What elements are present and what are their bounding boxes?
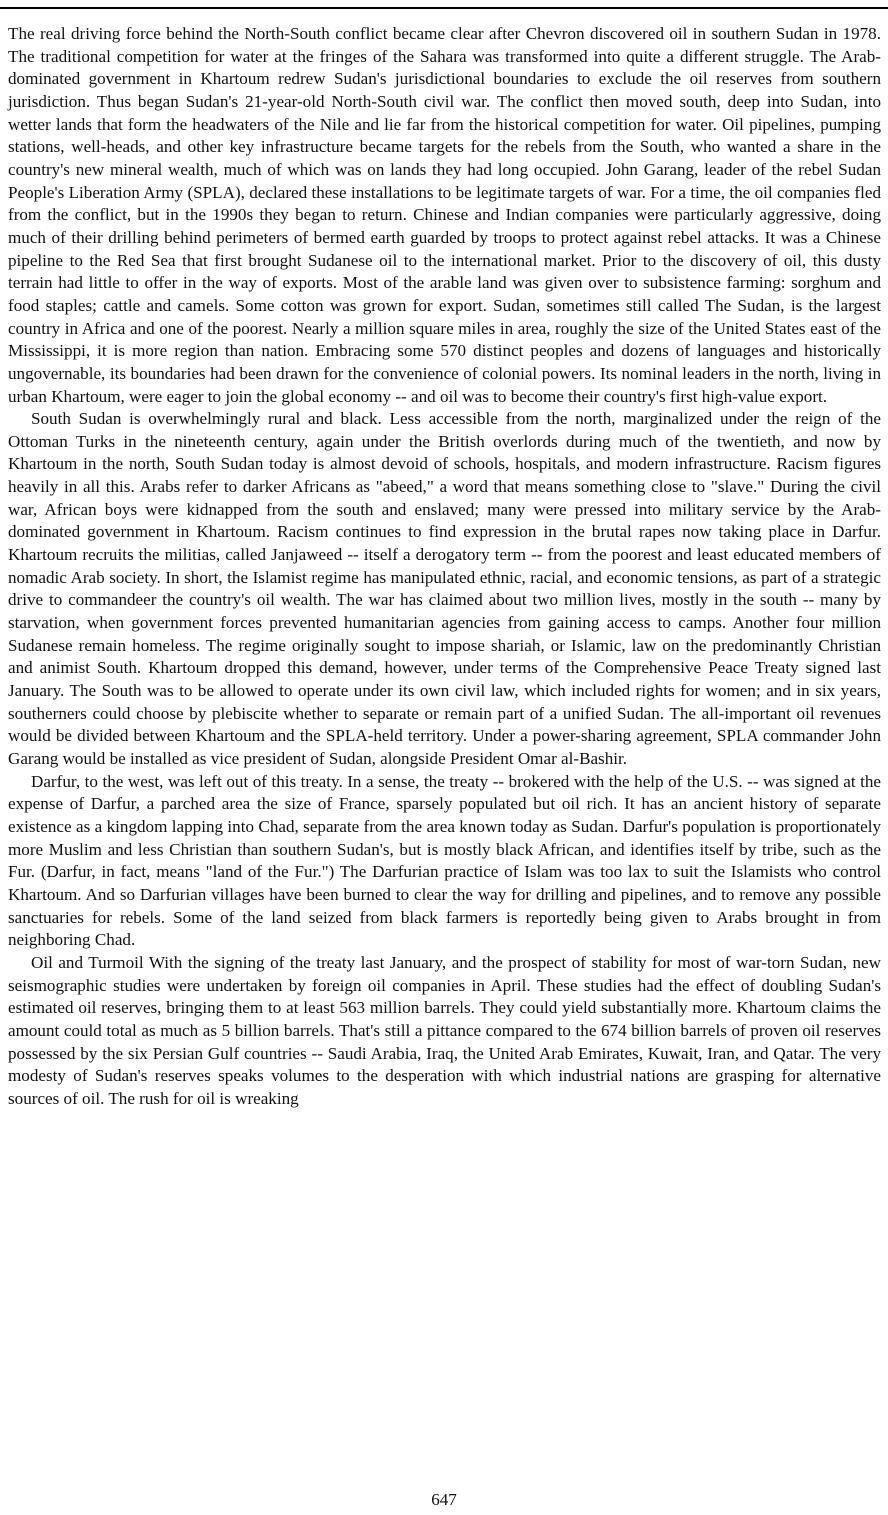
paragraph: Oil and Turmoil With the signing of the treaty last January, and the prospect of stability for most of war-torn Sudan, new seismographic studies were undertaken by foreign oil companies in April. These studies had the effect of doubling Sudan's estimated oil reserves, bringing them to at least 563 million barrels. They could yield substantially more. Khartoum claims the amount could total as much as 5 billion barrels. That's still a pittance compared to the 674 billion barrels of proven oil reserves possessed by the six Persian Gulf countries -- Saudi Arabia, Iraq, the United Arab Emirates, Kuwait, Iran, and Qatar. The very modesty of Sudan's reserves speaks volumes to the desperation with which industrial nations are grasping for alternative sources of oil. The rush for oil is wreaking [8,952,881,1108]
paragraph: The real driving force behind the North-South conflict became clear after Chevron discovered oil in southern Sudan in 1978. The traditional competition for water at the fringes of the Sahara was transformed into quite a different struggle. The Arab-dominated government in Khartoum redrew Sudan's jurisdictional boundaries to exclude the oil reserves from southern jurisdiction. Thus began Sudan's 21-year-old North-South civil war. The conflict then moved south, deep into Sudan, into wetter lands that form the headwaters of the Nile and lie far from the historical competition for water. Oil pipelines, pumping stations, well-heads, and other key infrastructure became targets for the rebels from the South, who wanted a share in the country's new mineral wealth, much of which was on lands they had long occupied. John Garang, leader of the rebel Sudan People's Liberation Army (SPLA), declared these installations to be legitimate targets of war. For a time, the oil companies fled from the conflict, but in the 1990s they began to return. Chinese and Indian companies were particularly aggressive, doing much of their drilling behind perimeters of bermed earth guarded by troops to protect against rebel attacks. It was a Chinese pipeline to the Red Sea that first brought Sudanese oil to the international market. Prior to the discovery of oil, this dusty terrain had little to offer in the way of exports. Most of the arable land was given over to subsistence farming: sorghum and food staples; cattle and camels. Some cotton was grown for export. Sudan, sometimes still called The Sudan, is the largest country in Africa and one of the poorest. Nearly a million square miles in area, roughly the size of the United States east of the Mississippi, it is more region than nation. Embracing some 570 distinct peoples and dozens of languages and historically ungovernable, its boundaries had been drawn for the convenience of colonial powers. Its nominal leaders in the north, living in urban Khartoum, were eager to join the global economy -- and oil was to become their country's first high-value export. [8,24,881,406]
document-body [8,23,881,1111]
top-rule [0,7,888,9]
paragraph: Darfur, to the west, was left out of this treaty. In a sense, the treaty -- brokered with the help of the U.S. -- was signed at the expense of Darfur, a parched area the size of France, sparsely populated but oil rich. It has an ancient history of separate existence as a kingdom lapping into Chad, separate from the area known today as Sudan. Darfur's population is proportionately more Muslim and less Christian than southern Sudan's, but is mostly black African, and identifies itself by tribe, such as the Fur. (Darfur, in fact, means "land of the Fur.") The Darfurian practice of Islam was too lax to suit the Islamists who control Khartoum. And so Darfurian villages have been burned to clear the way for drilling and pipelines, and to remove any possible sanctuaries for rebels. Some of the land seized from black farmers is reportedly being given to Arabs brought in from neighboring Chad. [8,771,881,950]
page-number: 647 [431,1490,457,1509]
paragraph: South Sudan is overwhelmingly rural and black. Less accessible from the north, marginalized under the reign of the Ottoman Turks in the nineteenth century, again under the British overlords during much of the twentieth, and now by Khartoum in the north, South Sudan today is almost devoid of schools, hospitals, and modern infrastructure. Racism figures heavily in all this. Arabs refer to darker Africans as "abeed," a word that means something close to "slave." During the civil war, African boys were kidnapped from the south and enslaved; many were pressed into military service by the Arab-dominated government in Khartoum. Racism continues to find expression in the brutal rapes now taking place in Darfur. Khartoum recruits the militias, called Janjaweed -- itself a derogatory term -- from the poorest and least educated members of nomadic Arab society. In short, the Islamist regime has manipulated ethnic, racial, and economic tensions, as part of a strategic drive to commandeer the country's oil wealth. The war has claimed about two million lives, mostly in the south -- many by starvation, when government forces prevented humanitarian agencies from gaining access to camps. Another four million Sudanese remain homeless. The regime originally sought to impose shariah, or Islamic, law on the predominantly Christian and animist South. Khartoum dropped this demand, however, under terms of the Comprehensive Peace Treaty signed last January. The South was to be allowed to operate under its own civil law, which included rights for women; and in six years, southerners could choose by plebiscite whether to separate or remain part of a unified Sudan. The all-important oil revenues would be divided between Khartoum and the SPLA-held territory. Under a power-sharing agreement, SPLA commander John Garang would be installed as vice president of Sudan, alongside President Omar al-Bashir. [8,409,881,768]
